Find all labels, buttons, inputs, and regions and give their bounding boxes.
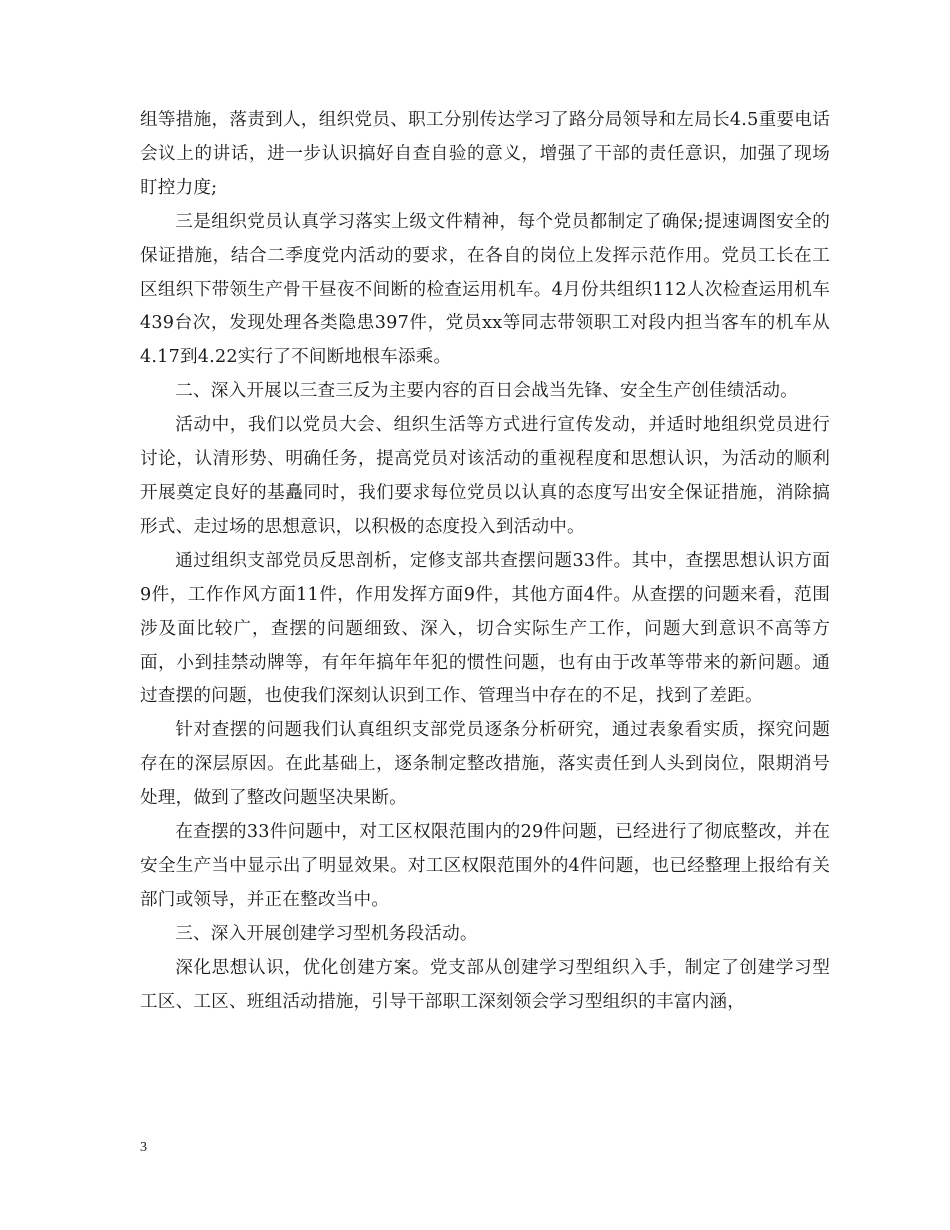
paragraph: 通过组织支部党员反思剖析，定修支部共查摆问题33件。其中，查摆思想认识方面9件，工作作风方面11件，作用发挥方面9件，其他方面4件。从查摆的问题来看，范围涉及面比较广，查摆的问题细致、深入，切合实际生产工作，问题大到意识不高等方面，小到挂禁动牌等，有年年搞年年犯的惯性问题，也有由于改革等带来的新问题。通过查摆的问题，也使我们深刻认识到工作、管理当中存在的不足，找到了差距。 [140,550,830,707]
section-heading: 三、深入开展创建学习型机务段活动。 [175,923,478,944]
paragraph: 针对查摆的问题我们认真组织支部党员逐条分析研究，通过表象看实质，探究问题存在的深层原因。在此基础上，逐条制定整改措施，落实责任到人头到岗位，限期消号处理，做到了整改问题坚决果断。 [140,720,830,809]
section-heading: 二、深入开展以三查三反为主要内容的百日会战当先锋、安全生产创佳绩活动。 [175,381,798,402]
paragraph: 活动中，我们以党员大会、组织生活等方式进行宣传发动，并适时地组织党员进行讨论，认清形势、明确任务，提高党员对该活动的重视程度和思想认识，为活动的顺利开展奠定良好的基矗同时，我们要求每位党员以认真的态度写出安全保证措施，消除搞形式、走过场的思想意识，以积极的态度投入到活动中。 [140,415,830,537]
paragraph: 深化思想认识，优化创建方案。党支部从创建学习型组织入手，制定了创建学习型工区、工区、班组活动措施，引导干部职工深刻领会学习型组织的丰富内涵， [140,957,830,1012]
paragraph: 三是组织党员认真学习落实上级文件精神，每个党员都制定了确保;提速调图安全的保证措施，结合二季度党内活动的要求，在各自的岗位上发挥示范作用。党员工长在工区组织下带领生产骨干昼夜不间断的检查运用机车。4月份共组织112人次检查运用机车439台次，发现处理各类隐患397件，党员xx等同志带领职工对段内担当客车的机车从4.17到4.22实行了不间断地根车添乘。 [140,211,830,368]
paragraph: 组等措施，落责到人，组织党员、职工分别传达学习了路分局领导和左局长4.5重要电话会议上的讲话，进一步认识搞好自查自验的意义，增强了干部的责任意识，加强了现场盯控力度; [140,110,830,198]
document-body [140,104,830,1019]
paragraph: 在查摆的33件问题中，对工区权限范围内的29件问题，已经进行了彻底整改，并在安全生产当中显示出了明显效果。对工区权限范围外的4件问题，也已经整理上报给有关部门或领导，并正在整改当中。 [140,822,830,910]
page-number: 3 [140,1140,147,1155]
